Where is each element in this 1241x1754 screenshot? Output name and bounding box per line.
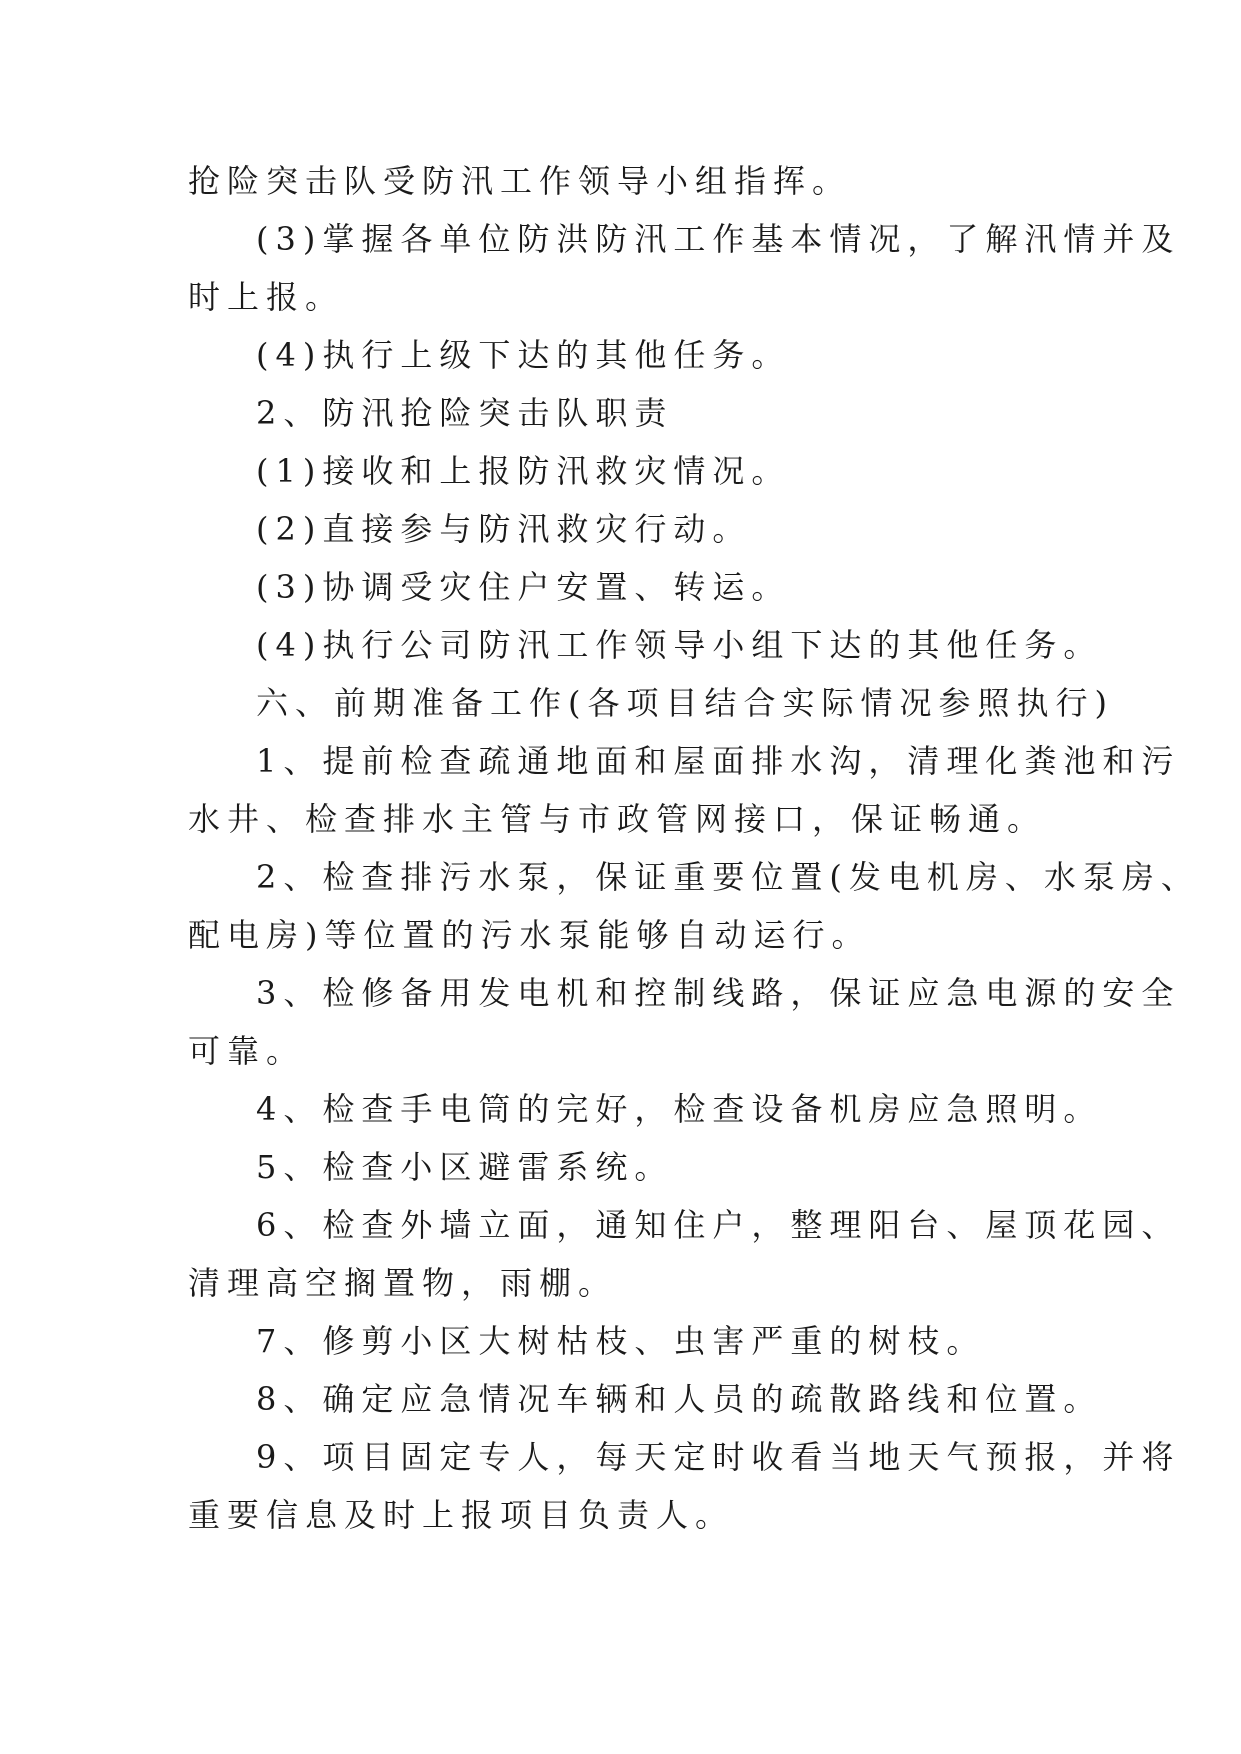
text-line: 4、检查手电筒的完好，检查设备机房应急照明。 xyxy=(256,1090,1103,1128)
text-line: 7、修剪小区大树枯枝、虫害严重的树枝。 xyxy=(256,1322,986,1360)
text-line: 1、提前检查疏通地面和屋面排水沟，清理化粪池和污 xyxy=(256,742,1181,780)
text-line: 配电房)等位置的污水泵能够自动运行。 xyxy=(188,916,871,954)
text-line: 8、确定应急情况车辆和人员的疏散路线和位置。 xyxy=(256,1380,1103,1418)
text-line: 6、检查外墙立面，通知住户，整理阳台、屋顶花园、 xyxy=(256,1206,1181,1244)
section-heading: 六、前期准备工作(各项目结合实际情况参照执行) xyxy=(256,684,1114,722)
text-line: 水井、检查排水主管与市政管网接口，保证畅通。 xyxy=(188,800,1047,838)
text-line: 时上报。 xyxy=(188,278,345,316)
section-heading: 2、防汛抢险突击队职责 xyxy=(256,394,674,432)
text-line: (1)接收和上报防汛救灾情况。 xyxy=(256,452,791,490)
text-line: 2、检查排污水泵，保证重要位置(发电机房、水泵房、 xyxy=(256,858,1200,896)
text-line: 9、项目固定专人，每天定时收看当地天气预报，并将 xyxy=(256,1438,1181,1476)
text-line: (4)执行公司防汛工作领导小组下达的其他任务。 xyxy=(256,626,1103,664)
text-line: (3)协调受灾住户安置、转运。 xyxy=(256,568,791,606)
text-line: (2)直接参与防汛救灾行动。 xyxy=(256,510,752,548)
text-line: 清理高空搁置物，雨棚。 xyxy=(188,1264,618,1302)
text-line: 重要信息及时上报项目负责人。 xyxy=(188,1496,735,1534)
text-line: 抢险突击队受防汛工作领导小组指挥。 xyxy=(188,162,852,200)
text-line: 3、检修备用发电机和控制线路，保证应急电源的安全 xyxy=(256,974,1181,1012)
text-line: (3)掌握各单位防洪防汛工作基本情况，了解汛情并及 xyxy=(256,220,1181,258)
document-body xyxy=(188,152,1200,1544)
text-line: (4)执行上级下达的其他任务。 xyxy=(256,336,791,374)
text-line: 5、检查小区避雷系统。 xyxy=(256,1148,674,1186)
text-line: 可靠。 xyxy=(188,1032,306,1070)
